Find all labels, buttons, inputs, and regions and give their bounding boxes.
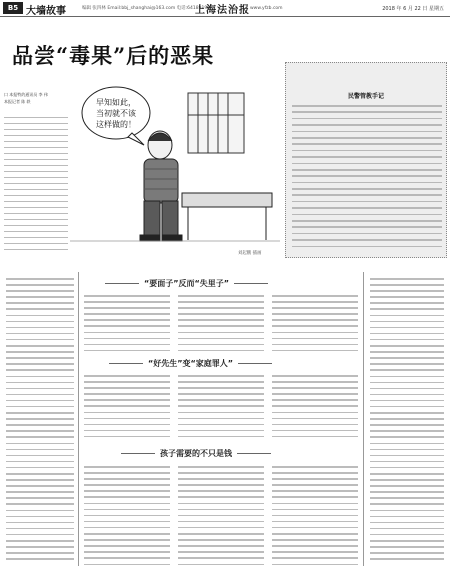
- byline-line: 口 本报特约通讯员 李 伟: [4, 92, 48, 97]
- panel-title: 民警管教手记: [347, 93, 384, 100]
- body-column-1: [6, 278, 74, 564]
- prison-cell-illustration: [70, 75, 280, 255]
- body-column-11: [370, 278, 444, 564]
- section-subhead-2: “好先生”变“家庭罪人”: [104, 358, 277, 369]
- website: www.yfzb.com: [250, 6, 283, 11]
- section-subhead-1: “要面子”反而“失里子”: [100, 278, 273, 289]
- editor-contact: 编辑 张四林 Email:bbj_shanghai@163.com 电话:64189199: [82, 6, 211, 11]
- body-column-4: [272, 295, 358, 356]
- lede-block: [4, 112, 68, 250]
- column-rule: [78, 272, 79, 566]
- section-subhead-3: 孩子需要的不只是钱: [116, 448, 276, 459]
- body-column-5: [84, 375, 170, 442]
- bubble-line-3: 这样做的！: [96, 120, 136, 129]
- barred-window: [188, 93, 244, 153]
- page-header: [0, 0, 450, 17]
- column-rule: [363, 272, 364, 566]
- body-column-7: [272, 375, 358, 442]
- body-column-8: [84, 466, 170, 570]
- byline-line: 本报记者 陈 轶: [4, 99, 31, 104]
- panel-body: [292, 105, 442, 252]
- body-column-2: [84, 295, 170, 356]
- byline: [4, 92, 68, 106]
- issue-date: 2018 年 6 月 22 日 星期五: [382, 6, 444, 12]
- illustration-credit: 刘起鹏 插画: [238, 251, 262, 256]
- body-column-9: [178, 466, 264, 570]
- newspaper-masthead: 上海法治报: [195, 5, 250, 16]
- bubble-line-1: 早知如此，: [96, 98, 136, 107]
- bubble-line-2: 当初就不该: [96, 109, 136, 118]
- officer-notes-panel: [285, 62, 447, 258]
- body-column-6: [178, 375, 264, 442]
- section-name: 大墙故事: [26, 6, 66, 17]
- article-headline: 品尝“毒果”后的恶果: [12, 43, 215, 68]
- section-badge: B5: [3, 2, 23, 14]
- body-column-10: [272, 466, 358, 570]
- body-column-3: [178, 295, 264, 356]
